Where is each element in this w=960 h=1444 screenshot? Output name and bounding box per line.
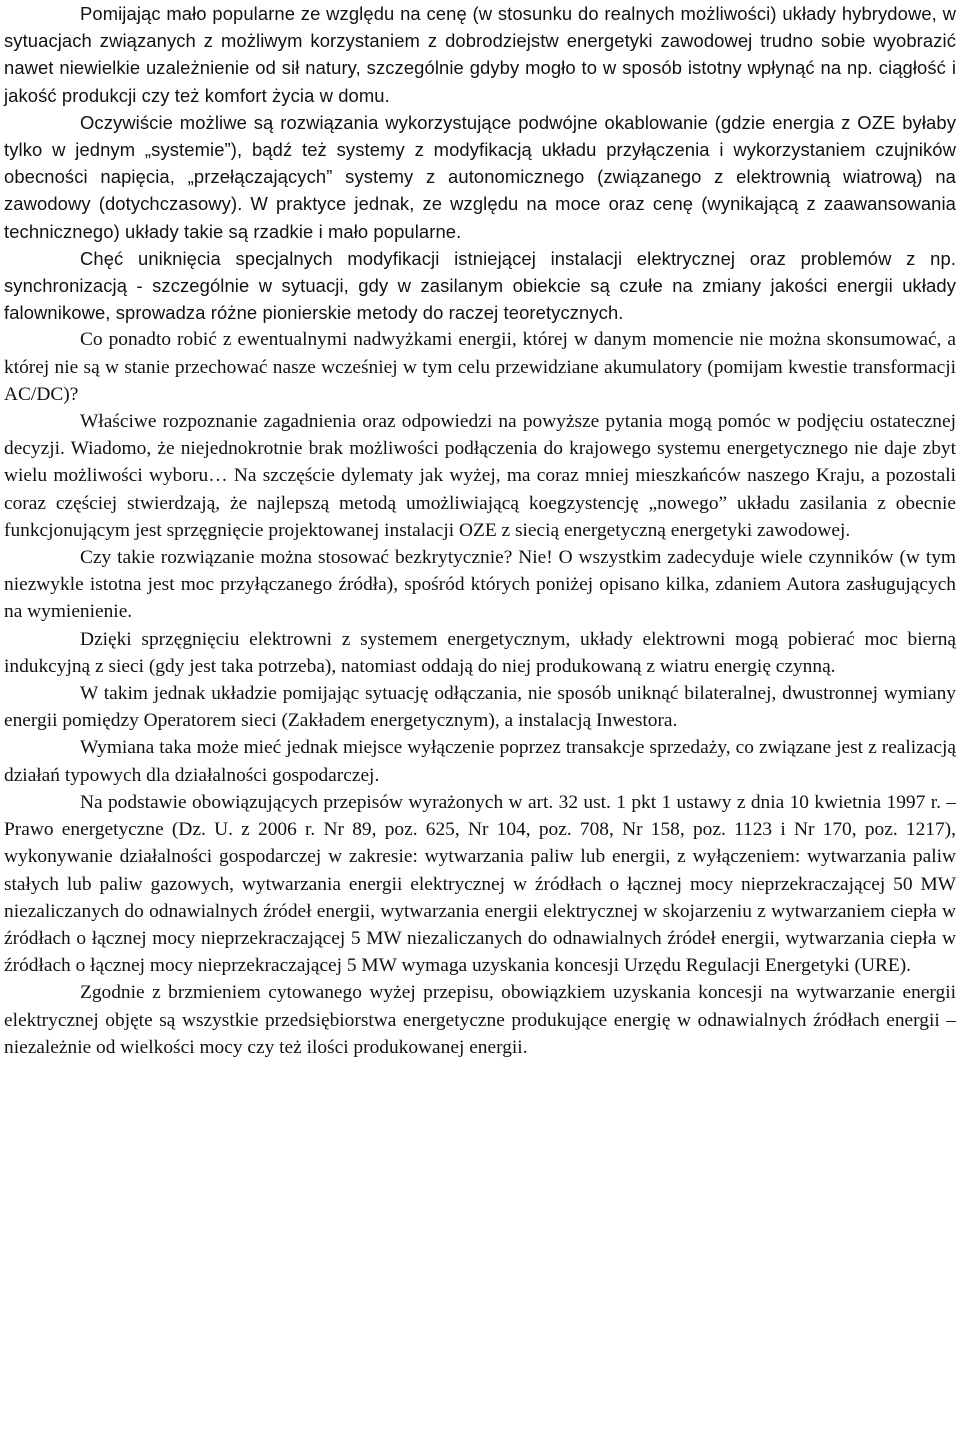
paragraph-7 — [4, 626, 956, 680]
document-page — [4, 0, 956, 1061]
paragraph-2-text-cont: W praktyce jednak, ze względu na moce oraz cenę (wynikającą z zaawansowania technicznego) układy takie są rzadkie i mało popularne. — [4, 193, 956, 242]
paragraph-4-text: Co ponadto robić z ewentualnymi nadwyżkami energii, której w danym momencie nie można skonsumować, a której nie są w stanie przechować nasze wcześniej w tym celu przewidziane akumulatory (pomijam kwestie transformacji AC/DC)? — [4, 329, 956, 405]
paragraph-9 — [4, 734, 956, 788]
paragraph-2-text: Oczywiście możliwe są rozwiązania wykorzystujące podwójne okablowanie (gdzie energia z OZE byłaby tylko w jednym „systemie”), bądź też systemy z modyfikacją układu przyłączenia i wykorzystaniem czujników obecności napięcia, „przełączających” systemy z autonomicznego (związanego z elektrownią wiatrową) na zawodowy (dotychczasowy). — [4, 111, 956, 215]
paragraph-1 — [4, 0, 956, 109]
paragraph-11-text: Zgodnie z brzmieniem cytowanego wyżej przepisu, obowiązkiem uzyskania koncesji na wytwarzanie energii elektrycznej objęte są wszystkie przedsiębiorstwa energetyczne produkujące energię w odnawialnych źródłach energii – niezależnie od wielkości mocy czy też ilości produkowanej energii. — [4, 982, 956, 1058]
paragraph-7-text: Dzięki sprzęgnięciu elektrowni z systemem energetycznym, układy elektrowni mogą pobierać moc bierną indukcyjną z sieci (gdy jest taka potrzeba), natomiast oddają do niej produkowaną z wiatru energię czynną. — [4, 628, 956, 677]
paragraph-3-text: Chęć uniknięcia specjalnych modyfikacji istniejącej instalacji elektrycznej oraz problemów z np. synchronizacją - szczególnie w sytuacji, gdy w zasilanym obiekcie są czułe na zmiany jakości energii układy falownikowe, sprowadza różne pionierskie metody do raczej teoretycznych. — [4, 247, 956, 324]
paragraph-6 — [4, 544, 956, 626]
paragraph-2 — [4, 109, 956, 245]
paragraph-8-text: W takim jednak układzie pomijając sytuację odłączania, nie sposób uniknąć bilateralnej, dwustronnej wymiany energii pomiędzy Operatorem sieci (Zakładem energetycznym), a instalacją Inwestora. — [4, 683, 956, 732]
paragraph-6-text: Czy takie rozwiązanie można stosować bezkrytycznie? Nie! O wszystkim zadecyduje wiele czynników (w tym niezwykle istotna jest moc przyłączanego źródła), spośród których poniżej opisano kilka, zdaniem Autora zasługujących na wymienienie. — [4, 547, 956, 623]
paragraph-9-text: Wymiana taka może mieć jednak miejsce wyłączenie poprzez transakcje sprzedaży, co związane jest z realizacją działań typowych dla działalności gospodarczej. — [4, 737, 956, 786]
paragraph-10-text: Na podstawie obowiązujących przepisów wyrażonych w art. 32 ust. 1 pkt 1 ustawy z dnia 10 kwietnia 1997 r. – Prawo energetyczne (Dz. U. z 2006 r. Nr 89, poz. 625, Nr 104, poz. 708, Nr 158, poz. 1123 i Nr 170, poz. 1217), wykonywanie działalności gospodarczej w zakresie: wytwarzania paliw lub energii, z wyłączeniem: wytwarzania paliw stałych lub paliw gazowych, wytwarzania energii elektrycznej w źródłach o łącznej mocy nieprzekraczającej 50 MW niezaliczanych do odnawialnych źródeł energii, wytwarzania energii elektrycznej w skojarzeniu z wytwarzaniem ciepła w źródłach o łącznej mocy nieprzekraczającej 5 MW niezaliczanych do odnawialnych źródeł energii, wytwarzania ciepła w źródłach o łącznej mocy nieprzekraczającej 5 MW wymaga uzyskania koncesji Urzędu Regulacji Energetyki (URE). — [4, 791, 956, 977]
paragraph-3 — [4, 245, 956, 327]
paragraph-4 — [4, 326, 956, 408]
paragraph-1-text: Pomijając mało popularne ze względu na cenę (w stosunku do realnych możliwości) układy hybrydowe, w sytuacjach związanych z możliwym korzystaniem z dobrodziejstw energetyki zawodowej trudno sobie wyobrazić nawet niewielkie uzależnienie od sił natury, szczególnie gdyby mogło to w sposób istotny wpłynąć na np. ciągłość i jakość produkcji czy też komfort życia w domu. — [4, 3, 956, 106]
paragraph-11 — [4, 979, 956, 1061]
paragraph-8 — [4, 680, 956, 734]
paragraph-10 — [4, 789, 956, 979]
paragraph-5 — [4, 408, 956, 544]
paragraph-5-text: Właściwe rozpoznanie zagadnienia oraz odpowiedzi na powyższe pytania mogą pomóc w podjęciu ostatecznej decyzji. Wiadomo, że niejednokrotnie brak możliwości podłączenia do krajowego systemu energetycznego nie daje zbyt wielu możliwości wyboru… Na szczęście dylematy jak wyżej, ma coraz mniej mieszkańców naszego Kraju, a pozostali coraz częściej stwierdzają, że najlepszą metodą umożliwiającą koegzystencję „nowego” układu zasilania z obecnie funkcjonującym jest sprzęgnięcie projektowanej instalacji OZE z siecią energetyczną energetyki zawodowej. — [4, 411, 956, 541]
